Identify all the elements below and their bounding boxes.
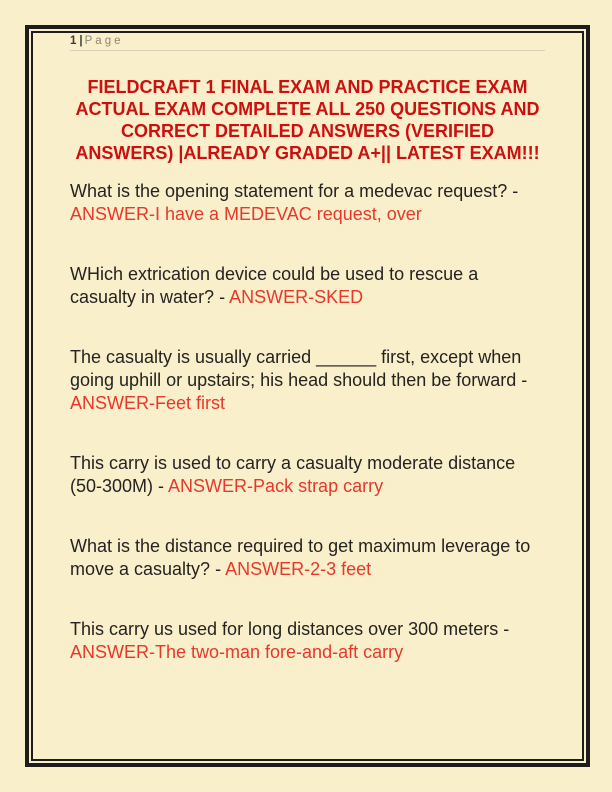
answer-text: ANSWER-Pack strap carry bbox=[168, 476, 384, 496]
header-separator: | bbox=[79, 35, 83, 47]
question-text: This carry us used for long distances over 300 meters - bbox=[70, 619, 510, 639]
page-content bbox=[33, 33, 582, 759]
answer-text: ANSWER-I have a MEDEVAC request, over bbox=[70, 204, 422, 224]
answer-text: ANSWER-2-3 feet bbox=[225, 559, 372, 579]
qa-list bbox=[70, 180, 545, 664]
exam-title bbox=[70, 76, 545, 164]
page-number: 1 bbox=[70, 35, 77, 47]
page-header bbox=[70, 35, 545, 51]
answer-text: ANSWER-Feet first bbox=[70, 393, 226, 413]
title-line-1: FIELDCRAFT 1 FINAL EXAM AND PRACTICE EXAM bbox=[87, 77, 528, 97]
question-text: What is the opening statement for a medevac request? - bbox=[70, 181, 519, 201]
qa-item bbox=[70, 180, 545, 226]
qa-item bbox=[70, 263, 545, 309]
question-text: WHich extrication device could be used to rescue a casualty in water? - bbox=[70, 264, 479, 307]
qa-item bbox=[70, 452, 545, 498]
question-text: The casualty is usually carried ______ first, except when going uphill or upstairs; his head should then be forward - bbox=[70, 347, 528, 390]
answer-text: ANSWER-SKED bbox=[229, 287, 364, 307]
qa-item bbox=[70, 535, 545, 581]
qa-item bbox=[70, 618, 545, 664]
page-border-inner bbox=[31, 31, 584, 761]
title-line-2: ACTUAL EXAM COMPLETE ALL 250 QUESTIONS AND bbox=[75, 99, 540, 119]
title-line-3: CORRECT DETAILED ANSWERS (VERIFIED bbox=[120, 121, 494, 141]
question-text: What is the distance required to get maximum leverage to move a casualty? - bbox=[70, 536, 531, 579]
qa-item bbox=[70, 346, 545, 415]
answer-text: ANSWER-The two-man fore-and-aft carry bbox=[70, 642, 404, 662]
question-text: This carry is used to carry a casualty moderate distance (50-300M) - bbox=[70, 453, 516, 496]
title-line-4: ANSWERS) |ALREADY GRADED A+|| LATEST EXAM!!! bbox=[75, 143, 540, 163]
page-border bbox=[25, 25, 590, 767]
header-page-label: Page bbox=[84, 35, 124, 47]
